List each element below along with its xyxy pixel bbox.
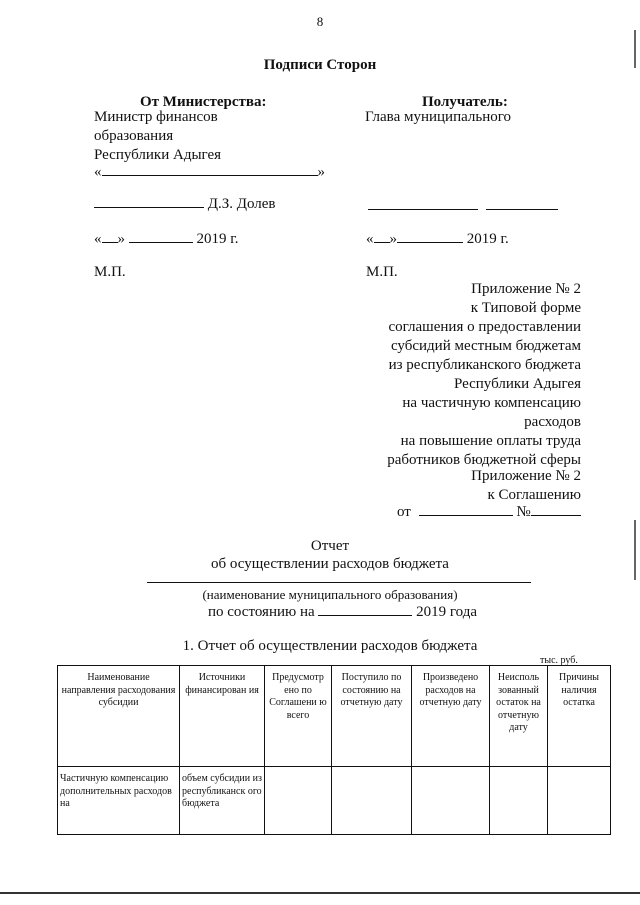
table-row [58, 767, 611, 835]
ministry-line: образования [94, 128, 174, 144]
name-blank [102, 175, 318, 176]
agreement-ref-line [397, 503, 581, 522]
ministry-stamp: М.П. [94, 264, 126, 280]
header-cell: Источники финансирован ия [180, 666, 265, 767]
table-cell [490, 767, 548, 835]
table-cell [332, 767, 412, 835]
header-cell: Поступило по состоянию на отчетную дату [332, 666, 412, 767]
as-of-line: по состоянию на 2019 года [208, 604, 478, 620]
ministry-position [94, 108, 221, 165]
ministry-date: « » 2019 г. [94, 231, 239, 247]
header-cell: Произведено расходов на отчетную дату [412, 666, 490, 767]
signature-blank [94, 207, 204, 208]
appendix-typical-form: Приложение № 2 к Типовой форме соглашения о предоставлении субсидий местным бюджетам из республиканского бюджета Республики Адыгея на частичную компенсацию расходов на повышение оплаты труда работников бюджетной сферы [387, 281, 581, 468]
appendix-agreement: Приложение № 2 к Соглашению [471, 468, 581, 503]
ministry-line: Республики Адыгея [94, 147, 222, 163]
table-cell: объем субсидии из республиканск ого бюджета [180, 767, 265, 835]
quote-close: » [317, 164, 325, 180]
recipient-name-blank [486, 209, 558, 210]
section-title: 1. Отчет об осуществлении расходов бюджета [182, 638, 478, 654]
scan-edge-mark [634, 520, 636, 580]
page-number: 8 [316, 14, 324, 29]
recipient-date-year: 2019 г. [466, 231, 509, 247]
ministry-signature-line [94, 195, 276, 214]
ministry-line: Министр финансов [94, 109, 218, 125]
recipient-signature-blank [368, 209, 478, 210]
recipient-date: « » 2019 г. [366, 231, 509, 247]
agreement-from-label: от [397, 504, 411, 520]
signatures-title: Подписи Сторон [263, 57, 377, 73]
report-title: Отчет [310, 538, 350, 554]
table-cell [265, 767, 332, 835]
recipient-heading: Получатель: [422, 94, 508, 110]
scan-bottom-edge [0, 892, 640, 894]
table-cell [548, 767, 611, 835]
units-label: тыс. руб. [540, 655, 578, 666]
table-cell [412, 767, 490, 835]
quote-open: « [94, 164, 102, 180]
header-cell: Неисполь зованный остаток на отчетную дату [490, 666, 548, 767]
recipient-stamp: М.П. [366, 264, 398, 280]
agreement-number-label: № [516, 504, 531, 520]
ministry-quote-line [94, 163, 325, 182]
municipality-caption: (наименование муниципального образования) [202, 587, 458, 602]
ministry-date-year: 2019 г. [196, 231, 239, 247]
table-cell: Частичную компенсацию дополнительных расходов на [58, 767, 180, 835]
report-subtitle: об осуществлении расходов бюджета [211, 556, 449, 572]
table-header-row [58, 666, 611, 767]
ministry-heading: От Министерства: [140, 94, 267, 110]
report-table [57, 665, 611, 835]
header-cell: Предусмотр ено по Соглашени ю всего [265, 666, 332, 767]
recipient-position: Глава муниципального [365, 109, 512, 125]
header-cell: Причины наличия остатка [548, 666, 611, 767]
header-cell: Наименование направления расходования субсидии [58, 666, 180, 767]
scan-edge-mark [634, 30, 636, 68]
ministry-signer: Д.З. Долев [207, 196, 276, 212]
municipality-blank [147, 582, 531, 583]
